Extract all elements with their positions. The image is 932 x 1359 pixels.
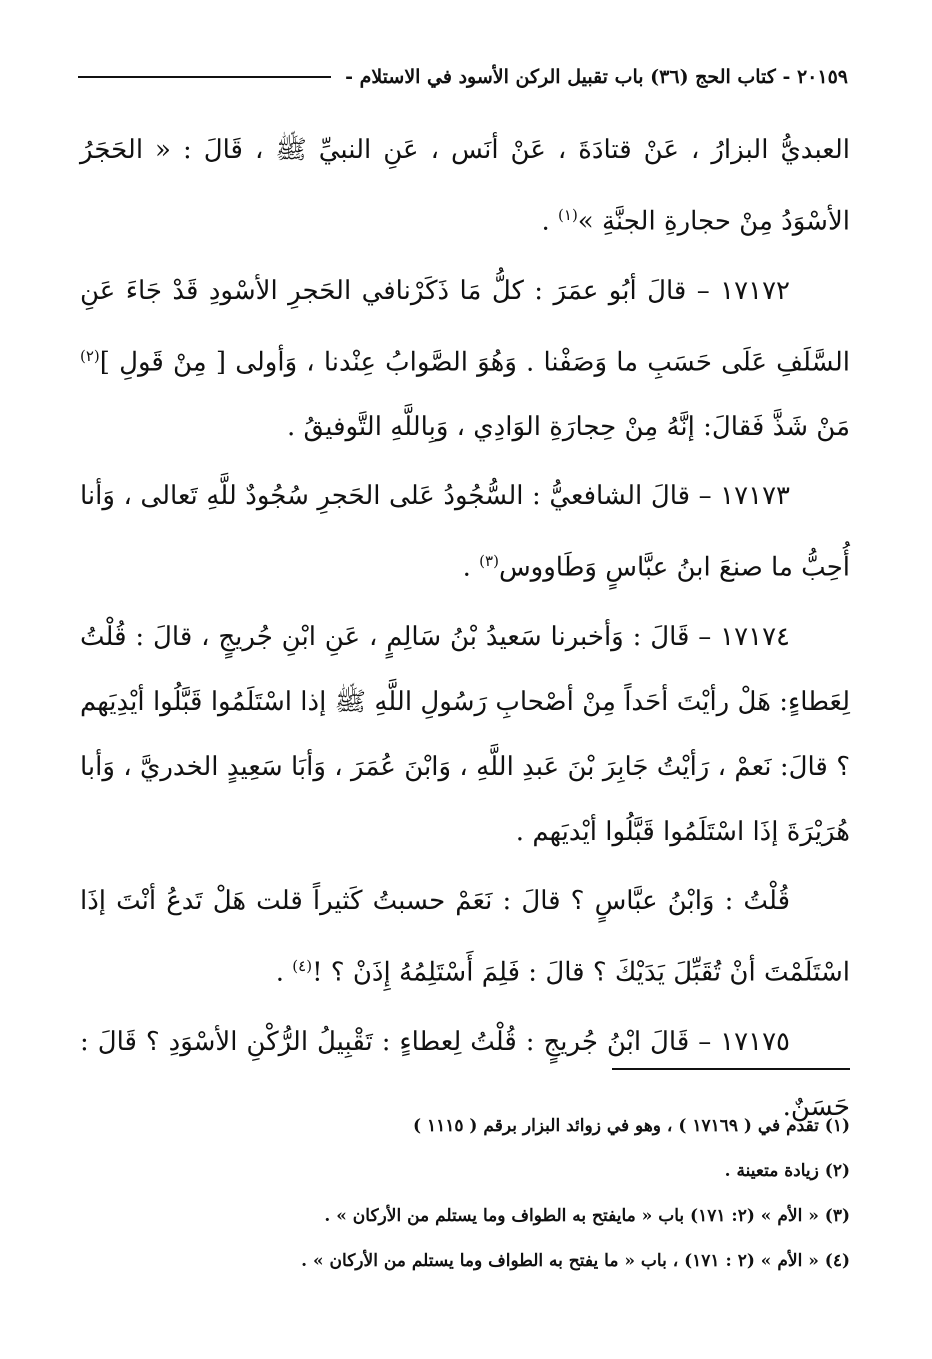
footnote-ref: (٣) xyxy=(479,552,499,571)
footnote-ref: (١) xyxy=(558,206,578,224)
header-title: ٢٠ - كتاب الحج (٣٦) باب تقبيل الركن الأسود في الاستلام - xyxy=(345,66,818,88)
footnote-2: (٢) زيادة متعينة . xyxy=(724,1161,850,1181)
footnotes xyxy=(80,1104,850,1284)
footnote-separator xyxy=(612,1068,850,1070)
footnote-ref: (٤) xyxy=(292,956,313,975)
paragraph-17175: ١٧١٧٥ – قَالَ ابْنُ جُريجٍ : قُلْتُ لِعطاءٍ : تَقْبِيلُ الرُّكْنِ الأسْوَدِ ؟ قَالَ : حَسَنٌ. xyxy=(80,1026,850,1122)
paragraph-17174: ١٧١٧٤ – قَالَ : وَأخبرنا سَعيدُ بْنُ سَالِمٍ ، عَنِ ابْنِ جُريجٍ ، قالَ : قُلْتُ لِعَطاءٍ: هَلْ رأيْتَ أحَداً مِنْ أصْحابِ رَسُولِ اللَّهِ ﷺ إذا اسْتَلَمُوا قَبَّلُوا أيْدِيَهم ؟ قالَ: نَعمْ ، رَأيْتُ جَابِرَ بْنَ عَبدِ اللَّهِ ، وَابْنَ عُمَرَ ، وَأبَا سَعِيدٍ الخدريَّ ، وَأبا هُرَيْرَةَ إذَا اسْتَلَمُوا قَبَّلُوا أيْديَهم . xyxy=(80,621,850,847)
paragraph-17173: ١٧١٧٣ – قالَ الشافعيُّ : السُّجُودُ عَلى الحَجرِ سُجُودٌ للَّهِ تَعالى ، وَأنا أُحِبُّ ما صنعَ ابنُ عبَّاسٍ وَطَاووس$^{(٣)}$ . xyxy=(80,481,850,583)
running-header xyxy=(78,62,848,92)
paragraph-17172: ١٧١٧٢ – قالَ أبُو عمَرَ : كلُّ مَا ذَكَرْنافي الحَجرِ الأسْودِ قَدْ جَاءَ عَنِ السَّلَفِ عَلَى حَسَبِ ما وَصَفْنا . وَهُوَ الصَّوابُ عِنْدنا ، وَأولى [ مِنْ قَولِ ]$^{(٢)}$ مَنْ شَذَّ فَقالَ: إنَّهُ مِنْ حِجارَةِ الوَادِي ، وَبِاللَّهِ التَّوفيقُ . xyxy=(80,275,850,443)
footnote-3: (٣) « الأم » (٢: ١٧١) باب « مايفتح به الطواف وما يستلم من الأركان » . xyxy=(324,1206,850,1226)
footnote-1: (١) تقدم في ( ١٧١٦٩ ) ، وهو في زوائد البزار برقم ( ١١١٥ ) xyxy=(413,1116,850,1136)
footnote-4: (٤) « الأم » (٢ : ١٧١) ، باب « ما يفتح به الطواف وما يستلم من الأركان » . xyxy=(301,1251,850,1271)
header-rule xyxy=(78,76,331,78)
paragraph-question: قُلْتُ : وَابْنُ عبَّاسٍ ؟ قالَ : نَعَمْ حسبتُ كَثيراً قلت هَلْ تَدعُ أنْتَ إذَا اسْتَلَمْتَ أنْ تُقَبِّلَ يَدَيْكَ ؟ قالَ : فَلِمَ أَسْتَلِمُهُ إِذَنْ ؟ !$^{(٤)}$ . xyxy=(80,885,850,988)
footnote-ref: (٢) xyxy=(80,346,100,365)
paragraph-continuation: العبديُّ البزارُ ، عَنْ قتادَةَ ، عَنْ أنَس ، عَنِ النبيِّ ﷺ ، قَالَ : « الحَجَرُ الأسْوَدُ مِنْ حجارةِ الجنَّةِ »$^{(١)}$ . xyxy=(80,135,850,237)
header-page-number: ١٥٩ xyxy=(817,66,848,88)
main-text xyxy=(80,118,850,1140)
